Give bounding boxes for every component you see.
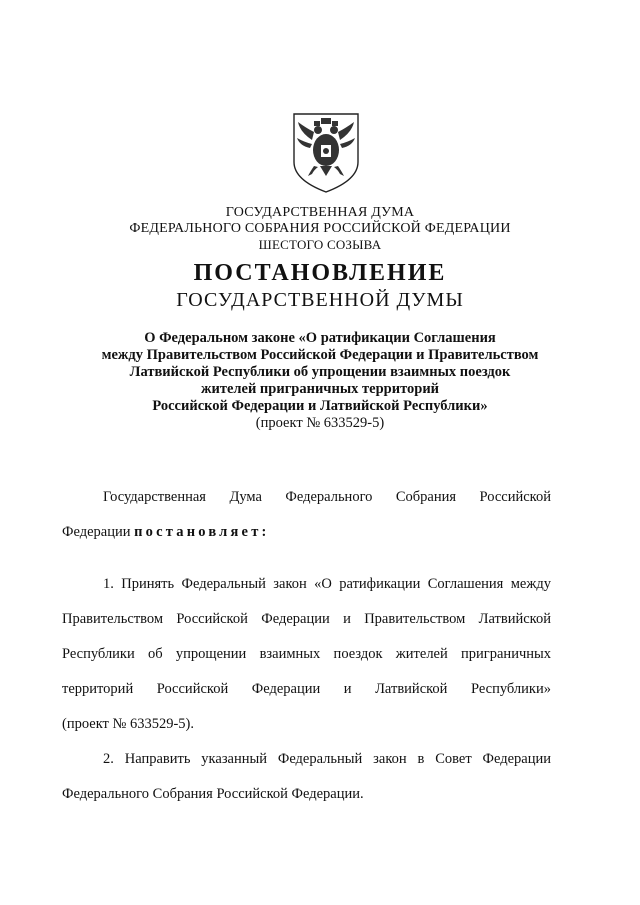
- subject-line: между Правительством Российской Федерации и Правительством: [101, 347, 539, 363]
- item1-line: 1. Принять Федеральный закон «О ратификации Соглашения между: [103, 576, 551, 592]
- item1-line: Республики об упрощении взаимных поездок жителей приграничных: [62, 646, 551, 662]
- subject-line: жителей приграничных территорий: [200, 381, 440, 397]
- project-number: (проект № 633529-5): [255, 415, 385, 431]
- preamble-text: Федерации: [62, 524, 131, 540]
- preamble-line: Государственная Дума Федерального Собрания Российской: [103, 489, 551, 505]
- org-name-line1: ГОСУДАРСТВЕННАЯ ДУМА: [225, 205, 415, 220]
- resolves-keyword: постановляет:: [134, 524, 270, 540]
- item1-line: территорий Российской Федерации и Латвийской Республики»: [62, 681, 551, 697]
- subject-line: Латвийской Республики об упрощении взаимных поездок: [129, 364, 511, 380]
- org-name-line2: ФЕДЕРАЛЬНОГО СОБРАНИЯ РОССИЙСКОЙ ФЕДЕРАЦИИ: [129, 221, 511, 236]
- item1-line: (проект № 633529-5).: [62, 716, 195, 732]
- item2-line: Федерального Собрания Российской Федерации.: [62, 786, 364, 802]
- document-type-title: ПОСТАНОВЛЕНИЕ: [193, 260, 447, 286]
- document-issuer-title: ГОСУДАРСТВЕННОЙ ДУМЫ: [176, 289, 464, 311]
- subject-line: О Федеральном законе «О ратификации Соглашения: [144, 330, 496, 346]
- preamble-line-2: [62, 524, 551, 541]
- subject-line: Российской Федерации и Латвийской Республики»: [152, 398, 488, 414]
- item2-line: 2. Направить указанный Федеральный закон в Совет Федерации: [103, 751, 551, 767]
- convocation: ШЕСТОГО СОЗЫВА: [258, 237, 382, 252]
- item1-line: Правительством Российской Федерации и Правительством Латвийской: [62, 611, 551, 627]
- coat-of-arms-emblem: [290, 110, 362, 194]
